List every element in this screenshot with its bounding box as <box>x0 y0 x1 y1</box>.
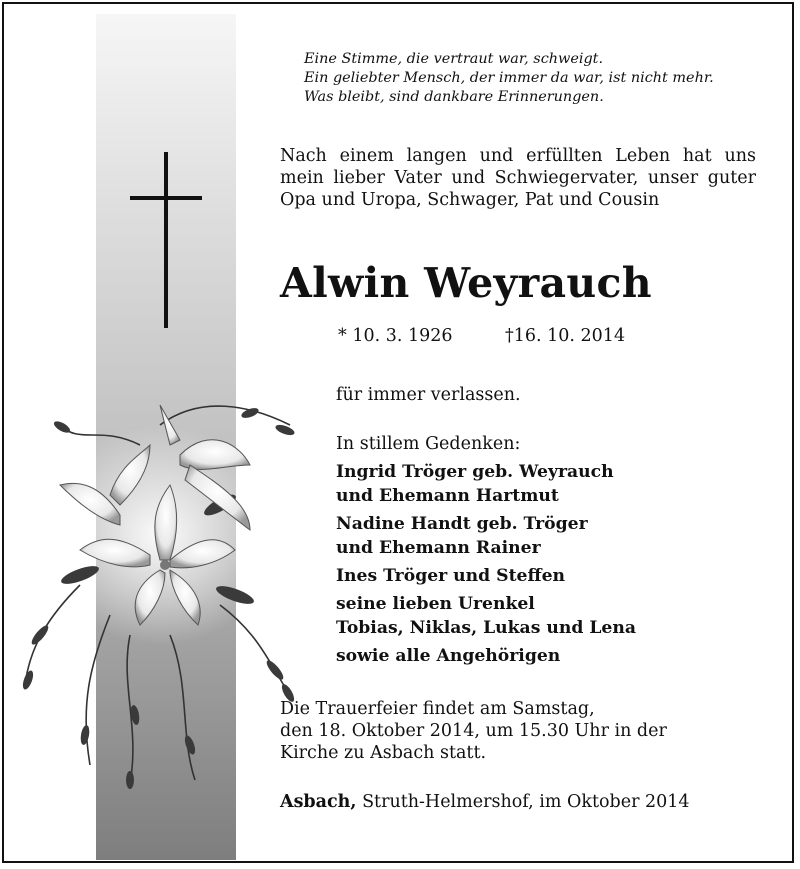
memorial-quote <box>304 50 774 107</box>
mourner-line: Ingrid Tröger geb. Weyrauch <box>336 462 614 482</box>
mourner-group <box>336 460 636 508</box>
quote-line: Was bleibt, sind dankbare Erinnerungen. <box>304 89 604 105</box>
cross-icon <box>130 152 202 328</box>
birth-date: * 10. 3. 1926 <box>338 326 453 346</box>
mourner-group <box>336 564 636 588</box>
mourner-group <box>336 592 636 640</box>
funeral-line: Kirche zu Asbach statt. <box>280 743 487 763</box>
death-date: †16. 10. 2014 <box>505 326 626 346</box>
remembrance-heading: In stillem Gedenken: <box>336 434 521 454</box>
place-date-line <box>280 792 690 812</box>
mourner-line: seine lieben Urenkel <box>336 594 535 614</box>
mourners-list <box>336 460 636 672</box>
intro-line: mein lieber Vater und Schwiegervater, unser guter <box>280 168 756 188</box>
intro-line: Nach einem langen und erfüllten Leben hat uns <box>280 146 756 166</box>
mourner-line: und Ehemann Rainer <box>336 538 541 558</box>
funeral-info <box>280 698 667 764</box>
intro-text <box>280 145 756 211</box>
left-us-text: für immer verlassen. <box>336 385 521 405</box>
funeral-line: den 18. Oktober 2014, um 15.30 Uhr in der <box>280 721 667 741</box>
mourner-group <box>336 644 636 668</box>
mourner-line: Ines Tröger und Steffen <box>336 566 566 586</box>
deceased-name: Alwin Weyrauch <box>280 259 652 307</box>
mourner-group <box>336 512 636 560</box>
intro-line: Opa und Uropa, Schwager, Pat und Cousin <box>280 190 660 210</box>
quote-line: Eine Stimme, die vertraut war, schweigt. <box>304 51 604 67</box>
mourner-line: Tobias, Niklas, Lukas und Lena <box>336 618 636 638</box>
mourner-line: sowie alle Angehörigen <box>336 646 561 666</box>
lily-bouquet-image <box>20 385 310 795</box>
place-rest: Struth-Helmershof, im Oktober 2014 <box>362 792 690 812</box>
place-town: Asbach, <box>280 792 357 812</box>
quote-line: Ein geliebter Mensch, der immer da war, ist nicht mehr. <box>304 70 714 86</box>
mourner-line: Nadine Handt geb. Tröger <box>336 514 588 534</box>
funeral-line: Die Trauerfeier findet am Samstag, <box>280 699 595 719</box>
mourner-line: und Ehemann Hartmut <box>336 486 559 506</box>
